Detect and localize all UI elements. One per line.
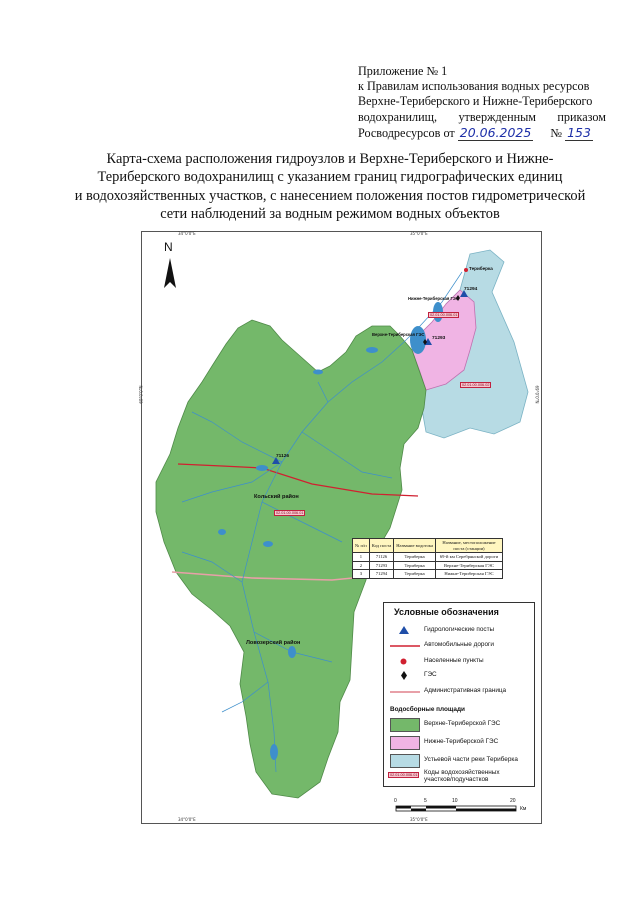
scale-unit: Км xyxy=(520,806,527,812)
cell: 71293 xyxy=(369,561,394,570)
legend-label: Гидрологические посты xyxy=(424,626,495,633)
annex-line-1: Приложение № 1 xyxy=(358,64,448,78)
legend-code-item xyxy=(384,771,534,785)
cell: 2 xyxy=(353,561,370,570)
legend-title: Условные обозначения xyxy=(394,607,499,617)
scale-tick-0: 0 xyxy=(394,798,397,804)
map-legend xyxy=(383,602,535,787)
annex-line-4 xyxy=(358,110,606,125)
legend-label: Автомобильные дороги xyxy=(424,641,494,648)
cell: 1 xyxy=(353,553,370,562)
table-row xyxy=(353,570,503,579)
label-lovozersky-district: Ловозерский район xyxy=(246,640,301,646)
cell: Нижне-Териберская ГЭС xyxy=(435,570,502,579)
scale-tick-20: 20 xyxy=(510,798,516,804)
boundary-line-icon xyxy=(390,690,420,694)
code-label-line-1: Коды водохозяйственных xyxy=(424,769,500,776)
tick-bottom-right: 35°0'0"E xyxy=(410,817,428,822)
legend-label: Административная граница xyxy=(424,687,507,694)
north-label: N xyxy=(164,240,173,254)
legend-label: Нижне-Териберской ГЭС xyxy=(424,738,499,745)
cell: 3 xyxy=(353,570,370,579)
label-post-71293: 71293 xyxy=(432,336,446,341)
tick-right: 69°0'0"N xyxy=(534,385,540,404)
map-title xyxy=(50,150,610,224)
road-line-icon xyxy=(390,644,420,648)
diamond-icon xyxy=(401,671,407,680)
code-label-line-2: участков/подучастков xyxy=(424,776,489,783)
legend-area-mouth xyxy=(384,754,534,768)
table-header-row xyxy=(353,539,503,553)
annex-word-c: приказом xyxy=(557,109,606,124)
dot-icon xyxy=(400,658,407,665)
title-line-2: Териберского водохранилищ с указанием границ гидрографических единиц xyxy=(97,169,563,186)
title-line-3: и водохозяйственных участков, с нанесением положения постов гидрометрической xyxy=(74,187,586,204)
annex-header xyxy=(358,64,606,141)
legend-code-label xyxy=(424,769,500,783)
green-swatch xyxy=(390,718,420,732)
settlement-teriberka xyxy=(464,268,468,272)
cell: Териберка xyxy=(394,561,436,570)
triangle-icon xyxy=(399,626,409,635)
legend-area-lower xyxy=(384,736,534,750)
annex-line-2: к Правилам использования водных ресурсов xyxy=(358,79,590,94)
table-row xyxy=(353,561,503,570)
scale-tick-10: 10 xyxy=(452,798,458,804)
legend-subtitle: Водосборные площади xyxy=(390,706,465,713)
scale-tick-5: 5 xyxy=(424,798,427,804)
label-verkhne-ges: Верхне-Териберская ГЭС xyxy=(372,332,425,337)
posts-table xyxy=(352,538,503,579)
cell: Териберка xyxy=(394,570,436,579)
cell: 69-й км Серебрянской дороги xyxy=(435,553,502,562)
scale-bar xyxy=(392,798,532,818)
header-location: Название, местоположение поста (станции) xyxy=(435,539,502,553)
annex-word-b: утвержденным xyxy=(458,109,537,124)
scale-graphic xyxy=(396,806,516,812)
legend-label: ГЭС xyxy=(424,671,437,678)
blue-swatch xyxy=(390,754,420,768)
header-code: Код поста xyxy=(369,539,394,553)
annex-line-3: Верхне-Териберского и Нижне-Териберского xyxy=(358,94,593,109)
label-kolsky-district: Кольский район xyxy=(254,494,299,500)
annex-word-a: водохранилищ, xyxy=(358,109,438,124)
legend-area-upper xyxy=(384,718,534,732)
label-post-71126: 71126 xyxy=(276,454,290,459)
label-teriberka: Териберка xyxy=(469,266,493,271)
cell: Верхне-Териберская ГЭС xyxy=(435,561,502,570)
north-arrow xyxy=(164,258,176,288)
header-num: № п/п xyxy=(353,539,370,553)
code-main-basin: 02.01.00.006.01 xyxy=(276,511,304,515)
table-row xyxy=(353,553,503,562)
order-date: 20.06.2025 xyxy=(459,124,532,140)
code-sample: 02.01.00.006.01 xyxy=(390,773,418,777)
legend-label: Устьевой части реки Териберка xyxy=(424,756,518,763)
legend-label: Верхне-Териберской ГЭС xyxy=(424,720,501,727)
cell: 71294 xyxy=(369,570,394,579)
label-nizhne-ges: Нижне-Териберская ГЭС xyxy=(408,296,459,301)
order-number: 153 xyxy=(567,124,591,140)
tick-left: 69°0'0"N xyxy=(138,385,144,404)
number-sign: № xyxy=(550,125,563,140)
code-lower-basin: 02.01.00.006.01 xyxy=(430,313,458,317)
annex-line-5 xyxy=(358,125,606,141)
tick-bottom-left: 34°0'0"E xyxy=(178,817,196,822)
code-mouth-basin: 02.01.00.006.02 xyxy=(462,383,490,387)
label-post-71294: 71294 xyxy=(464,287,478,292)
tick-top-right: 35°0'0"E xyxy=(410,231,428,236)
annex-prefix: Росводресурсов от xyxy=(358,125,455,140)
title-line-4: сети наблюдений за водным режимом водных объектов xyxy=(160,206,500,223)
pink-swatch xyxy=(390,736,420,750)
tick-top-left: 34°0'0"E xyxy=(178,231,196,236)
header-river: Название водотока xyxy=(394,539,436,553)
title-line-1: Карта-схема расположения гидроузлов и Верхне-Териберского и Нижне- xyxy=(106,151,554,167)
cell: 71126 xyxy=(369,553,394,562)
legend-label: Населенные пункты xyxy=(424,657,484,664)
cell: Териберка xyxy=(394,553,436,562)
